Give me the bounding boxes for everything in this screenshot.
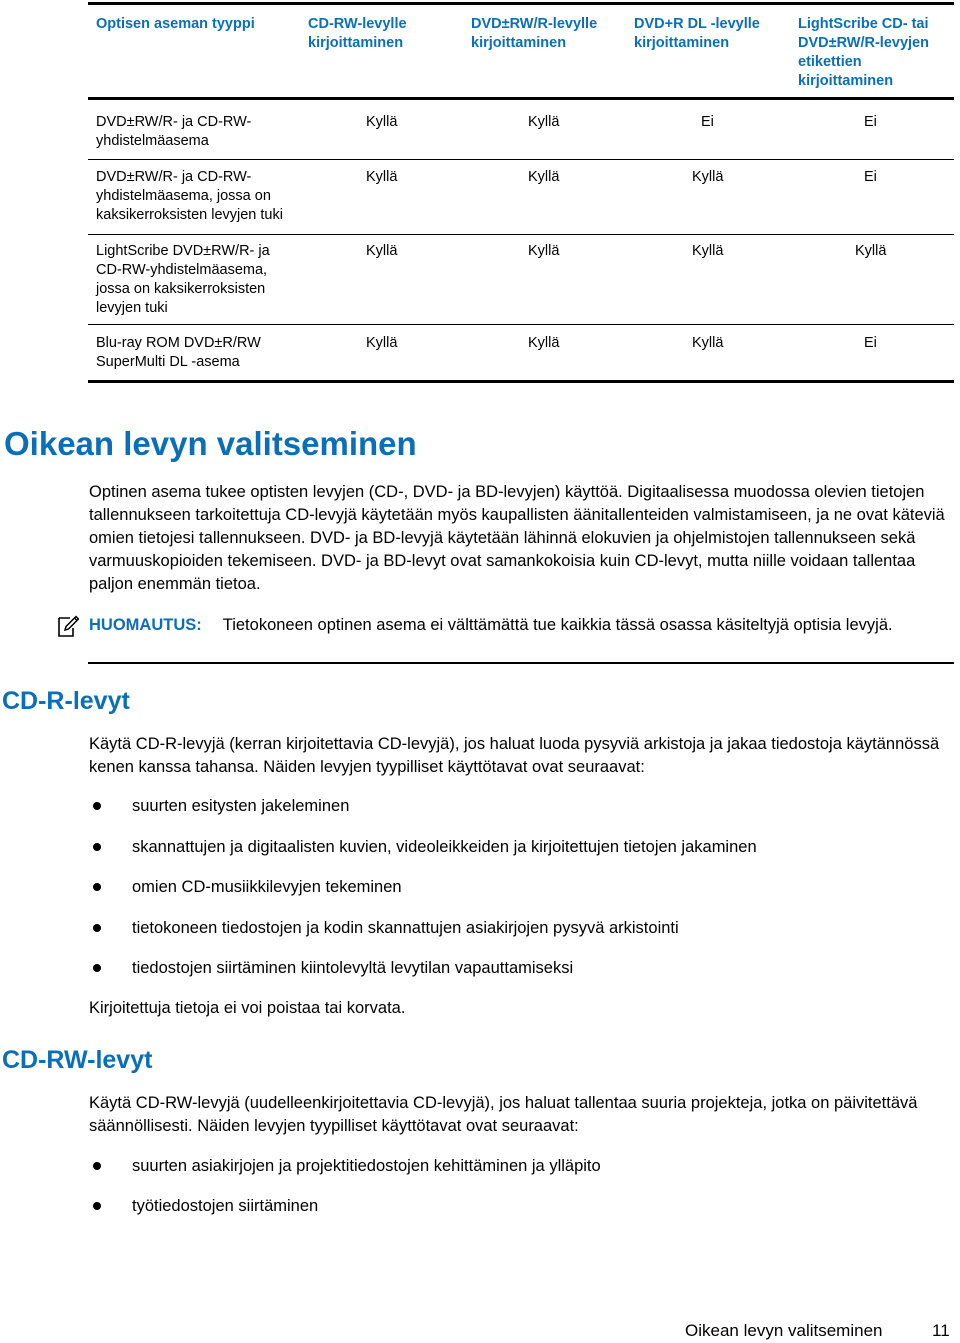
bullet-icon <box>93 924 101 932</box>
table-row-1-cell-1: Kyllä <box>366 114 398 130</box>
cdr-title: CD-R-levyt <box>2 687 130 715</box>
bullet-icon <box>93 802 101 810</box>
table-header-rule <box>88 97 954 100</box>
table-header-lightscribe: LightScribe CD- tai DVD±RW/R-levyjen etikettien kirjoittaminen <box>798 16 929 89</box>
cdr-list-item-5: tiedostojen siirtäminen kiintolevyltä levytilan vapauttamiseksi <box>132 959 574 977</box>
bullet-icon <box>93 964 101 972</box>
table-row-4-cell-1: Kyllä <box>366 335 398 351</box>
table-row-4-drive: Blu-ray ROM DVD±R/RW SuperMulti DL -asema <box>96 335 261 370</box>
table-header-dvd-rw: DVD±RW/R-levylle kirjoittaminen <box>471 16 598 51</box>
cdr-closing: Kirjoitettuja tietoja ei voi poistaa tai korvata. <box>89 999 406 1017</box>
table-row-2-cell-1: Kyllä <box>366 169 398 185</box>
table-top-rule <box>88 2 954 5</box>
cdrw-list-item-1: suurten asiakirjojen ja projektitiedostojen kehittäminen ja ylläpito <box>132 1157 601 1175</box>
table-row-2-cell-2: Kyllä <box>528 169 560 185</box>
bullet-icon <box>93 1162 101 1170</box>
table-row-4-cell-3: Kyllä <box>692 335 724 351</box>
footer-page-number: 11 <box>932 1321 950 1340</box>
table-row-2-cell-3: Kyllä <box>692 169 724 185</box>
cdr-list-item-4: tietokoneen tiedostojen ja kodin skannattujen asiakirjojen pysyvä arkistointi <box>132 919 679 937</box>
note-text: Tietokoneen optinen asema ei välttämättä tue kaikkia tässä osassa käsiteltyjä optisia levyjä. <box>222 616 893 634</box>
cdrw-list-item-2: työtiedostojen siirtäminen <box>132 1197 319 1215</box>
section-title: Oikean levyn valitseminen <box>4 425 417 462</box>
table-row-4-cell-4: Ei <box>864 335 877 351</box>
cdr-intro: Käytä CD-R-levyjä (kerran kirjoitettavia CD-levyjä), jos haluat luoda pysyviä arkistoja ja jakaa tiedostoja käytännössä kenen kanssa tahansa. Näiden levyjen tyypilliset käyttötavat ovat seuraavat: <box>89 735 940 776</box>
note-block <box>89 614 955 637</box>
section-intro: Optinen asema tukee optisten levyjen (CD-, DVD- ja BD-levyjen) käyttöä. Digitaalisessa muodossa olevien tietojen tallennukseen tarkoitettuja CD-levyjä käytetään myös kaupallisten äänitallenteiden valmistamiseen, ja ne ovat käteviä omien tietojesi tallennukseen. DVD- ja BD-levyjä käytetään lähinnä elokuvien ja ohjelmistojen tallennukseen sekä varmuuskopioiden tekemiseen. DVD- ja BD-levyt ovat samankokoisia kuin CD-levyt, mutta niille voidaan tallentaa paljon enemmän tietoa. <box>89 483 945 593</box>
bullet-icon <box>93 843 101 851</box>
table-row-1-cell-4: Ei <box>864 114 877 130</box>
cdr-list-item-2: skannattujen ja digitaalisten kuvien, videoleikkeiden ja kirjoitettujen tietojen jakaminen <box>132 838 757 856</box>
table-row-rule <box>88 234 954 235</box>
table-row-3-cell-4: Kyllä <box>855 243 887 259</box>
table-row-3-cell-3: Kyllä <box>692 243 724 259</box>
cdrw-intro: Käytä CD-RW-levyjä (uudelleenkirjoitettavia CD-levyjä), jos haluat tallentaa suuria projekteja, jotka on päivitettävä säännöllisesti. Näiden levyjen tyypilliset käyttötavat ovat seuraavat: <box>89 1094 918 1135</box>
bullet-icon <box>93 1202 101 1210</box>
table-row-3-cell-1: Kyllä <box>366 243 398 259</box>
table-row-4-cell-2: Kyllä <box>528 335 560 351</box>
bullet-icon <box>93 883 101 891</box>
table-row-3-cell-2: Kyllä <box>528 243 560 259</box>
table-header-dvd-dl: DVD+R DL -levylle kirjoittaminen <box>634 16 760 51</box>
cdrw-title: CD-RW-levyt <box>2 1046 153 1074</box>
table-row-2-cell-4: Ei <box>864 169 877 185</box>
table-row-rule <box>88 159 954 160</box>
cdr-list-item-1: suurten esitysten jakeleminen <box>132 797 350 815</box>
table-row-rule <box>88 324 954 325</box>
table-header-drive-type: Optisen aseman tyyppi <box>96 16 255 32</box>
table-row-1-drive: DVD±RW/R- ja CD-RW-yhdistelmäasema <box>96 114 252 149</box>
table-row-1-cell-2: Kyllä <box>528 114 560 130</box>
note-rule <box>88 662 954 664</box>
note-label: HUOMAUTUS: <box>89 616 202 634</box>
note-pencil-icon <box>57 614 79 638</box>
table-row-2-drive: DVD±RW/R- ja CD-RW-yhdistelmäasema, jossa on kaksikerroksisten levyjen tuki <box>96 169 283 223</box>
table-row-1-cell-3: Ei <box>701 114 714 130</box>
table-header-cd-rw: CD-RW-levylle kirjoittaminen <box>308 16 407 51</box>
cdr-list-item-3: omien CD-musiikkilevyjen tekeminen <box>132 878 402 896</box>
footer-section-name: Oikean levyn valitseminen <box>685 1321 883 1340</box>
table-bottom-rule <box>88 380 954 383</box>
table-row-3-drive: LightScribe DVD±RW/R- ja CD-RW-yhdistelmäasema, jossa on kaksikerroksisten levyjen tuki <box>96 243 270 316</box>
